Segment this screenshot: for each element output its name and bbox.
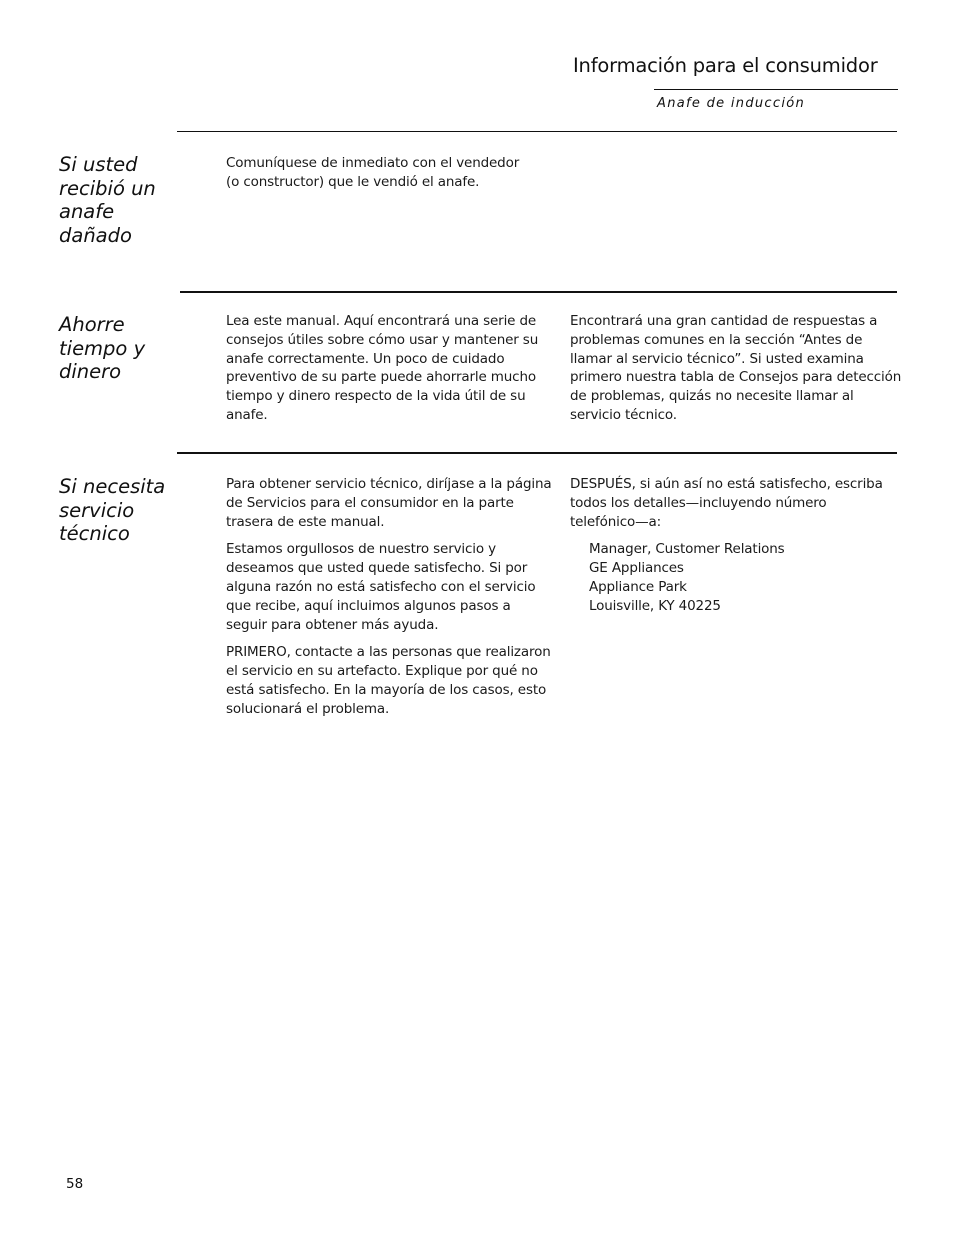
address-line: Louisville, KY 40225 bbox=[589, 597, 721, 614]
section-heading-need-service: Si necesita servicio técnico bbox=[59, 475, 166, 545]
paragraph: Comuníquese de inmediato con el vendedor (o constructor) que le vendió el anafe. bbox=[226, 155, 520, 190]
section-heading-save-time-money: Ahorre tiempo y dinero bbox=[59, 313, 146, 383]
section-divider-1 bbox=[177, 131, 897, 132]
section-2-right-column bbox=[570, 312, 900, 434]
section-divider-2 bbox=[180, 291, 897, 293]
paragraph: Estamos orgullosos de nuestro servicio y deseamos que usted quede satisfecho. Si por alguna razón no está satisfecho con el servicio que recibe, aquí incluimos algunos pasos a seguir para obtener más ayuda. bbox=[226, 541, 536, 633]
header-divider bbox=[654, 89, 898, 90]
mailing-address bbox=[589, 540, 900, 615]
section-heading-damaged-cooktop: Si usted recibió un anafe dañado bbox=[59, 153, 156, 247]
paragraph: PRIMERO, contacte a las personas que realizaron el servicio en su artefacto. Explique por qué no está satisfecho. En la mayoría de los casos, esto solucionará el problema. bbox=[226, 644, 551, 717]
paragraph: Para obtener servicio técnico, diríjase a la página de Servicios para el consumidor en la parte trasera de este manual. bbox=[226, 476, 552, 530]
section-divider-3 bbox=[177, 452, 897, 454]
page-number: 58 bbox=[66, 1176, 84, 1192]
address-line: GE Appliances bbox=[589, 560, 684, 577]
paragraph: Lea este manual. Aquí encontrará una serie de consejos útiles sobre cómo usar y mantener su anafe correctamente. Un poco de cuidado preventivo de su parte puede ahorrarle mucho tiempo y dinero respecto de la vida útil de su anafe. bbox=[226, 313, 539, 423]
paragraph: DESPUÉS, si aún así no está satisfecho, escriba todos los detalles—incluyendo número telefónico—a: bbox=[570, 476, 883, 530]
paragraph: Encontrará una gran cantidad de respuestas a problemas comunes en la sección “Antes de llamar al servicio técnico”. Si usted examina primero nuestra tabla de Consejos para detección de problemas, quizás no necesite llamar al servicio técnico. bbox=[570, 313, 902, 423]
page-header-subtitle: Anafe de inducción bbox=[657, 96, 806, 111]
section-1-left-column bbox=[226, 154, 556, 201]
section-3-right-column bbox=[570, 475, 900, 616]
page-header-title: Información para el consumidor bbox=[573, 54, 878, 77]
section-2-left-column bbox=[226, 312, 556, 434]
address-line: Appliance Park bbox=[589, 578, 687, 595]
section-3-left-column bbox=[226, 475, 556, 728]
address-line: Manager, Customer Relations bbox=[589, 541, 785, 558]
